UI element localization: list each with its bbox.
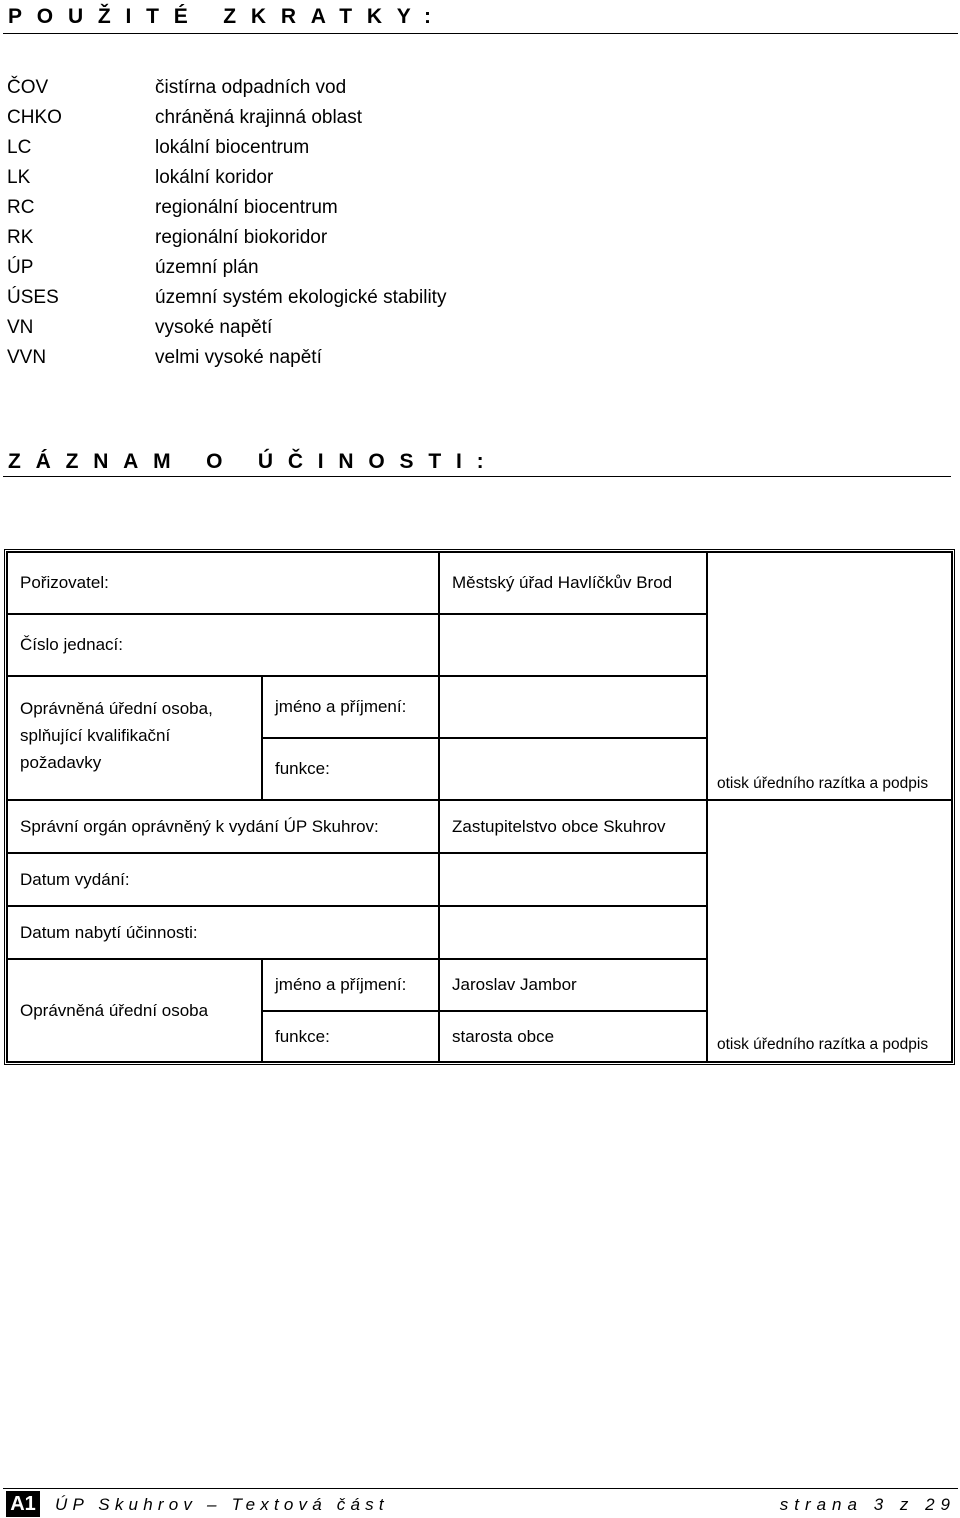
name-label: jméno a příjmení: <box>275 697 407 716</box>
heading-rule <box>3 33 958 34</box>
footer-rule <box>3 1488 958 1489</box>
abbreviation-code: CHKO <box>7 107 62 128</box>
stamp-label: otisk úředního razítka a podpis <box>717 775 929 792</box>
issuing-body-label: Správní orgán oprávněný k vydání ÚP Skuhrov: <box>20 816 379 836</box>
procurer-label: Pořizovatel: <box>20 573 109 592</box>
abbreviation-meaning: lokální koridor <box>155 167 274 188</box>
stamp-cell <box>707 552 952 800</box>
name2-label-cell <box>262 959 439 1011</box>
abbreviation-code: LC <box>7 137 32 158</box>
authorized-person2-cell <box>7 959 262 1062</box>
abbreviations-list <box>7 73 446 373</box>
issue-date-label: Datum vydání: <box>20 869 130 889</box>
list-item <box>7 223 446 253</box>
abbreviation-meaning: územní systém ekologické stability <box>155 287 447 308</box>
abbreviation-meaning: vysoké napětí <box>155 317 273 338</box>
function-label-cell <box>262 738 439 800</box>
function-value-cell <box>439 738 707 800</box>
list-item <box>7 313 446 343</box>
ref-number-label: Číslo jednací: <box>20 635 123 654</box>
list-item <box>7 253 446 283</box>
name2-value-cell <box>439 959 707 1011</box>
list-item <box>7 163 446 193</box>
record-heading: ZÁZNAM O ÚČINOSTI: <box>8 450 499 473</box>
abbreviation-code: ČOV <box>7 77 49 98</box>
list-item <box>7 343 446 373</box>
abbreviation-meaning: chráněná krajinná oblast <box>155 107 363 128</box>
function2-value-cell <box>439 1011 707 1062</box>
effective-date-label: Datum nabytí účinnosti: <box>20 922 198 942</box>
abbreviation-code: ÚP <box>7 257 34 278</box>
list-item <box>7 193 446 223</box>
abbreviation-meaning: regionální biocentrum <box>155 197 338 218</box>
list-item <box>7 73 446 103</box>
authorized-person-cell <box>7 676 262 800</box>
abbreviation-meaning: regionální biokoridor <box>155 227 328 248</box>
ref-number-value-cell <box>439 614 707 676</box>
ref-number-label-cell <box>7 614 439 676</box>
footer-title: ÚP Skuhrov – Textová část <box>55 1495 389 1514</box>
authorized-person-label: Oprávněná úřední osoba, splňující kvalifikační požadavky <box>20 699 213 772</box>
procurer-value: Městský úřad Havlíčkův Brod <box>452 573 673 592</box>
function2-value: starosta obce <box>452 1026 555 1046</box>
heading-rule <box>3 476 951 477</box>
effective-date-value-cell <box>439 906 707 959</box>
issuing-body-label-cell <box>7 800 439 853</box>
procurer-label-cell <box>7 552 439 614</box>
issue-date-label-cell <box>7 853 439 906</box>
authorized-person2-label: Oprávněná úřední osoba <box>20 1000 209 1020</box>
name-label-cell <box>262 676 439 738</box>
function2-label-cell <box>262 1011 439 1062</box>
footer-badge: A1 <box>6 1491 40 1517</box>
abbreviation-meaning: lokální biocentrum <box>155 137 310 158</box>
abbreviation-meaning: územní plán <box>155 257 259 278</box>
procurer-value-cell <box>439 552 707 614</box>
abbreviation-code: VVN <box>7 347 47 368</box>
abbreviation-meaning: čistírna odpadních vod <box>155 77 347 98</box>
list-item <box>7 103 446 133</box>
list-item <box>7 133 446 163</box>
issue-date-value-cell <box>439 853 707 906</box>
name-value-cell <box>439 676 707 738</box>
abbreviation-code: LK <box>7 167 31 188</box>
issuing-body-value-cell <box>439 800 707 853</box>
abbreviation-code: RK <box>7 227 34 248</box>
function-label: funkce: <box>275 759 330 778</box>
name2-value: Jaroslav Jambor <box>452 975 577 994</box>
effective-date-label-cell <box>7 906 439 959</box>
issuing-body-value: Zastupitelstvo obce Skuhrov <box>452 816 666 836</box>
stamp-label-2: otisk úředního razítka a podpis <box>717 1036 929 1053</box>
stamp-cell-2 <box>707 800 952 1062</box>
name2-label: jméno a příjmení: <box>275 975 407 994</box>
abbreviation-meaning: velmi vysoké napětí <box>155 347 322 368</box>
footer-page-number: strana 3 z 29 <box>779 1495 956 1514</box>
function2-label: funkce: <box>275 1026 330 1046</box>
record-table <box>4 549 955 1065</box>
abbreviations-heading: POUŽITÉ ZKRATKY: <box>8 5 446 28</box>
abbreviation-code: RC <box>7 197 35 218</box>
abbreviation-code: ÚSES <box>7 287 59 308</box>
list-item <box>7 283 446 313</box>
abbreviation-code: VN <box>7 317 34 338</box>
